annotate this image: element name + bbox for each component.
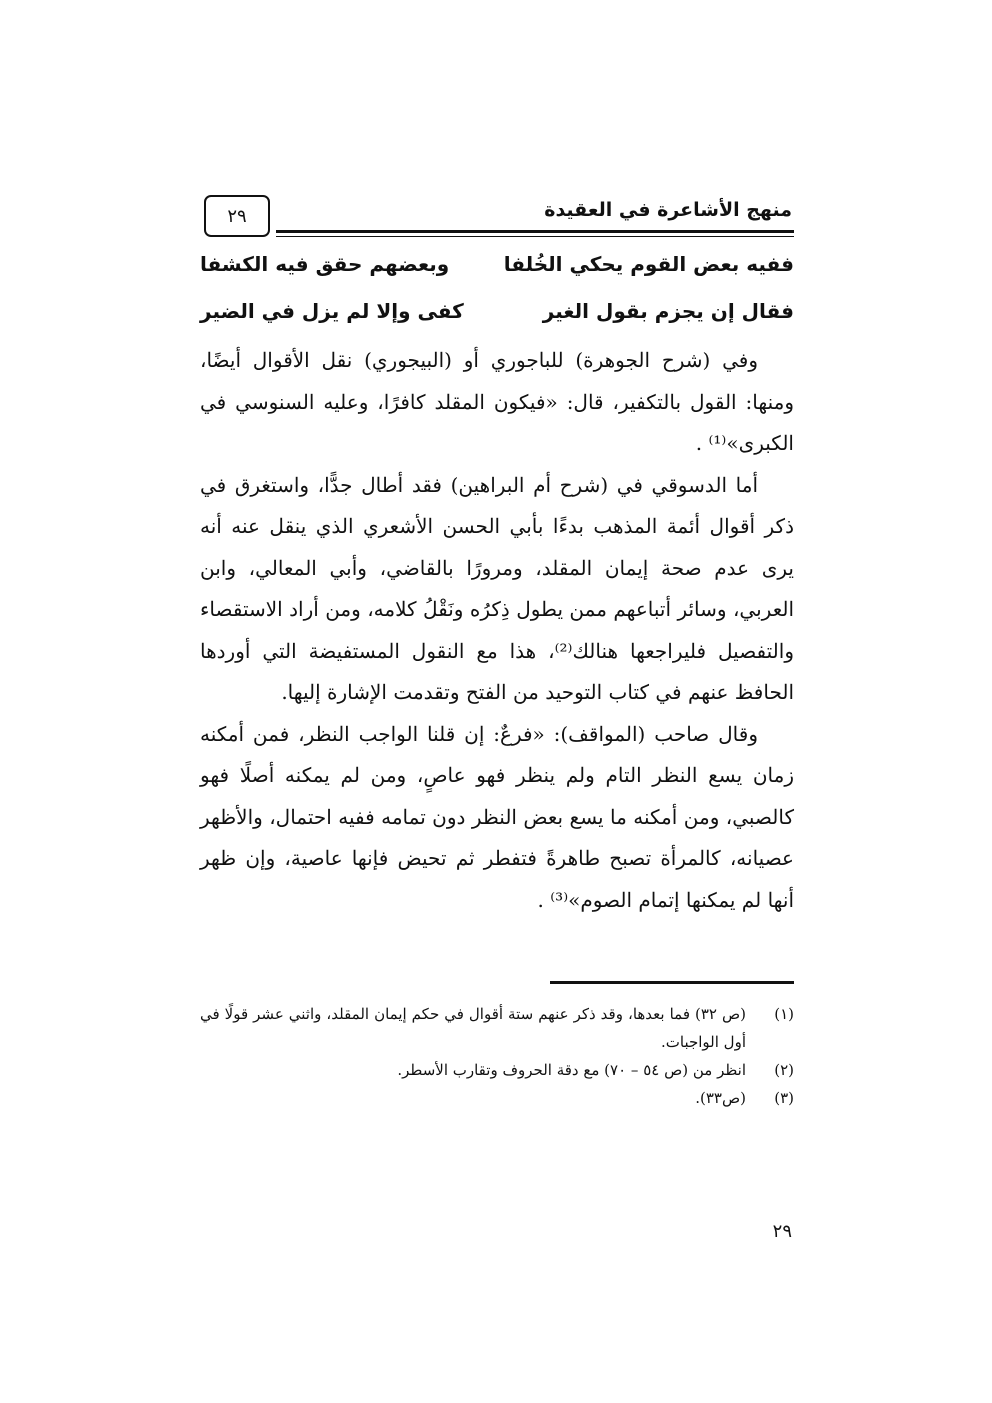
footnote-number: (٢)	[774, 1061, 794, 1079]
footnote-number: (٣)	[774, 1089, 794, 1107]
header-rule-thick	[276, 230, 794, 233]
verse-1-second-hemistich: وبعضهم حقق فيه الكشفا	[200, 252, 450, 276]
header-rule-thin	[276, 236, 794, 237]
verse-2-second-hemistich: كفى وإلا لم يزل في الضير	[200, 299, 464, 323]
footnote-text: (ص ٣٢) فما بعدها، وقد ذكر عنهم ستة أقوال في حكم إيمان المقلد، واثني عشر قولًا في أول الواجبات.	[200, 1005, 746, 1051]
running-header-title: منهج الأشاعرة في العقيدة	[544, 199, 792, 221]
footnote	[200, 1084, 794, 1112]
verse-line-1	[200, 252, 794, 288]
footnote-text: (ص٣٣).	[695, 1089, 746, 1107]
paragraph: أما الدسوقي في (شرح أم البراهين) فقد أطال جدًّا، واستغرق في ذكر أقوال أئمة المذهب بدءًا بأبي الحسن الأشعري الذي ينقل عنه أنه يرى عدم صحة إيمان المقلد، ومرورًا بالقاضي، وأبي المعالي، وابن العربي، وسائر أتباعهم ممن يطول ذِكرُه ونَقْلُ كلامه، ومن أراد الاستقصاء والتفصيل فليراجعها هنالك⁽²⁾، هذا مع النقول المستفيضة التي أوردها الحافظ عنهم في كتاب التوحيد من الفتح وتقدمت الإشارة إليها.	[200, 472, 794, 704]
page-number: ٢٩	[772, 1221, 792, 1242]
verse-1-first-hemistich: ففيه بعض القوم يحكي الخُلفا	[503, 252, 794, 276]
footnotes	[200, 1000, 794, 1112]
footnote-number: (١)	[774, 1005, 794, 1023]
footnote	[200, 1000, 794, 1056]
page-number-box: ٢٩	[204, 195, 270, 237]
paragraph: وفي (شرح الجوهرة) للباجوري أو (البيجوري) نقل الأقوال أيضًا، ومنها: القول بالتكفير، قال: «فيكون المقلد كافرًا، وعليه السنوسي في الكبرى»⁽¹⁾ .	[200, 348, 794, 455]
footnote-separator	[550, 981, 794, 984]
paragraph: وقال صاحب (المواقف): «فرعٌ: إن قلنا الواجب النظر، فمن أمكنه زمان يسع النظر التام ولم ينظر فهو عاصٍ، ومن لم يمكنه أصلًا فهو كالصبي، ومن أمكنه ما يسع بعض النظر دون تمامه ففيه احتمال، والأظهر عصيانه، كالمرأة تصبح طاهرةً فتفطر ثم تحيض فإنها عاصية، وإن ظهر أنها لم يمكنها إتمام الصوم»⁽³⁾ .	[200, 721, 794, 912]
verse-2-first-hemistich: فقال إن يجزم بقول الغير	[542, 299, 794, 323]
footnote-text: انظر من (ص ٥٤ – ٧٠) مع دقة الحروف وتقارب الأسطر.	[397, 1061, 746, 1079]
verse-line-2	[200, 299, 794, 335]
body-text	[200, 340, 794, 921]
footnote	[200, 1056, 794, 1084]
